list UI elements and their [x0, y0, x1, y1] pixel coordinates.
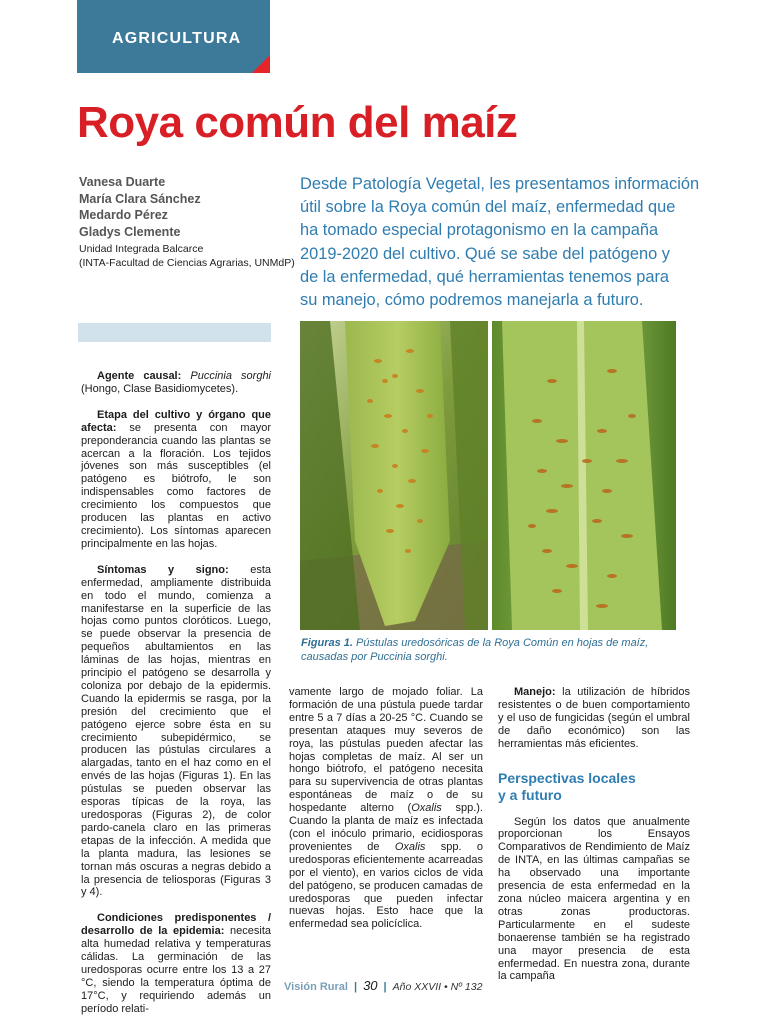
condiciones-label: Condiciones predisponentes / desarrollo de la epidemia:: [81, 912, 271, 938]
sidebar-header-bar: [78, 323, 271, 342]
continuation-text: spp. o uredosporas eficientemente acarreadas por el viento), en varios ciclos de vida del patógeno, se producen camadas de uredosporas que pueden infectar nuevas hojas. Esto hace que la enfermedad sea policíclica.: [289, 840, 483, 931]
paragraph-sintomas: [81, 564, 271, 900]
figure-caption: [301, 636, 681, 664]
footer-separator: |: [353, 981, 358, 993]
agente-species: Puccinia sorghi: [190, 370, 271, 382]
lead-paragraph: [300, 173, 710, 312]
subheading-line: Perspectivas locales: [498, 769, 636, 786]
page-footer: [284, 978, 482, 993]
lead-line: útil sobre la Roya común del maíz, enfermedad que: [300, 198, 676, 217]
footer-separator: |: [383, 981, 387, 993]
lead-line: Desde Patología Vegetal, les presentamos información: [300, 175, 700, 193]
manejo-label: Manejo:: [514, 686, 556, 698]
section-label: AGRICULTURA: [112, 30, 242, 47]
caption-label: Figuras 1.: [301, 637, 353, 649]
author-name: Gladys Clemente: [79, 224, 181, 239]
species-oxalis: Oxalis: [394, 840, 426, 853]
section-tab: [77, 0, 270, 73]
etapa-label: Etapa del cultivo y órgano que afecta:: [81, 408, 271, 434]
species-oxalis: Oxalis: [411, 802, 442, 815]
perspectivas-text: Según los datos que anualmente proporcionan los Ensayos Comparativos de Rendimiento de Maíz de INTA, en las últimas campañas se ha observado una importante presencia de esta enfermedad en la zona núcleo maicera argentina y en otras zonas productoras. Particularmente en el sudeste bonaerense también se ha registrado una mayor presencia de esta enfermedad. En nuestra zona, durante la campaña: [498, 815, 690, 983]
article-title: Roya común del maíz: [77, 98, 518, 147]
paragraph-continuation: [289, 686, 483, 931]
agente-text: (Hongo, Clase Basidiomycetes).: [81, 382, 239, 395]
affiliation-line: (INTA-Facultad de Ciencias Agrarias, UNMdP): [79, 256, 295, 269]
section-subheading: [498, 770, 690, 804]
lead-line: ha tomado especial protagonismo en la campaña: [300, 221, 659, 240]
rust-leaf-photo-left: [300, 321, 488, 630]
lead-line: de la enfermedad, qué herramientas tenemos para: [300, 267, 670, 286]
caption-text: Pústulas uredosóricas de la Roya Común en hojas de maíz, causadas por: [301, 637, 649, 663]
tab-corner-accent: [252, 55, 270, 73]
rust-leaf-photo-right: [492, 321, 676, 630]
lead-line: 2019-2020 del cultivo. Qué se sabe del patógeno y: [300, 244, 670, 263]
author-name: Medardo Pérez: [79, 208, 168, 222]
manejo-text: la utilización de híbridos resistentes o de buen comportamiento y el uso de fungicidas (según el umbral de daño económico) son las herramientas más eficientes.: [498, 686, 691, 750]
author-list: [79, 174, 201, 240]
column-1: [81, 370, 271, 1016]
etapa-text: se presenta con mayor preponderancia cuando las plantas se acercan a la floración. Los tejidos jóvenes son más susceptibles (el patógeno es biótrofo, le son indispensables como factores de crecimiento los compuestos que producen las plantas en activo crecimiento). Los síntomas aparecen principalmente en las hojas.: [81, 421, 271, 550]
affiliation-line: Unidad Integrada Balcarce: [79, 243, 204, 255]
affiliation: [79, 243, 295, 270]
page-number: 30: [363, 978, 378, 993]
paragraph-agente: [81, 370, 271, 396]
magazine-name: Visión Rural: [284, 981, 348, 993]
agente-label: Agente causal:: [97, 370, 182, 382]
continuation-text: vamente largo de mojado foliar. La formación de una pústula puede tardar entre 5 a 7 días a 20-25 °C. Cuando se presentan ataques muy severos de roya, las pústulas pueden afectar las hojas completas de maíz. Al ser un hongo biótrofo, el patógeno necesita para su supervivencia de otras plantas espontáneas de maíz o de su hospedante alterno (: [289, 686, 483, 815]
sintomas-text: esta enfermedad, ampliamente distribuida en todo el mundo, comienza a manifestarse en la superficie de las hojas como puntos cloróticos. Luego, se puede observar la presencia de pequeños abultamientos en las láminas de las hojas, mientras en principio el patógeno se desarrolla y coloniza por debajo de la epidermis. Cuando la epidermis se rasga, por la presión del crecimiento que el patógeno ejerce sobre ésta en su crecimiento subepidérmico, se producen las pústulas circulares a alargadas, tanto en el haz como en el envés de las hojas (Figuras 1). En las pústulas se pueden observar las esporas típicas de la roya, las uredosporas (Figuras 2), de color pardo-canela claro en las primeras etapas de la infección. A medida que la planta madura, las lesiones se tornan más oscuras a negras debido a la presencia de teliosporas (Figuras 3 y 4).: [81, 563, 271, 899]
subheading-line: y a futuro: [498, 786, 562, 803]
column-3: [498, 686, 690, 983]
paragraph-etapa: [81, 409, 271, 551]
condiciones-text: necesita alta humedad relativa y temperaturas cálidas. La germinación de las uredosporas ocurre entre los 13 a 27 °C, siendo la temperatura óptima de 17°C, y requiriendo además un período relati-: [81, 925, 271, 1015]
column-2: [289, 686, 483, 931]
author-name: María Clara Sánchez: [79, 191, 201, 206]
paragraph-perspectivas: [498, 816, 690, 984]
paragraph-condiciones: [81, 912, 271, 1015]
continuation-text: spp.). Cuando la planta de maíz es infectada (con el inóculo primario, ecidiosporas provenientes de: [289, 802, 483, 853]
caption-species: Puccinia sorghi.: [370, 651, 448, 663]
paragraph-manejo: [498, 686, 690, 751]
issue-info: Año XXVII • Nº 132: [392, 981, 483, 993]
sintomas-label: Síntomas y signo:: [97, 563, 229, 576]
author-name: Vanesa Duarte: [79, 175, 166, 189]
lead-line: su manejo, cómo podremos manejarla a futuro.: [300, 291, 644, 310]
